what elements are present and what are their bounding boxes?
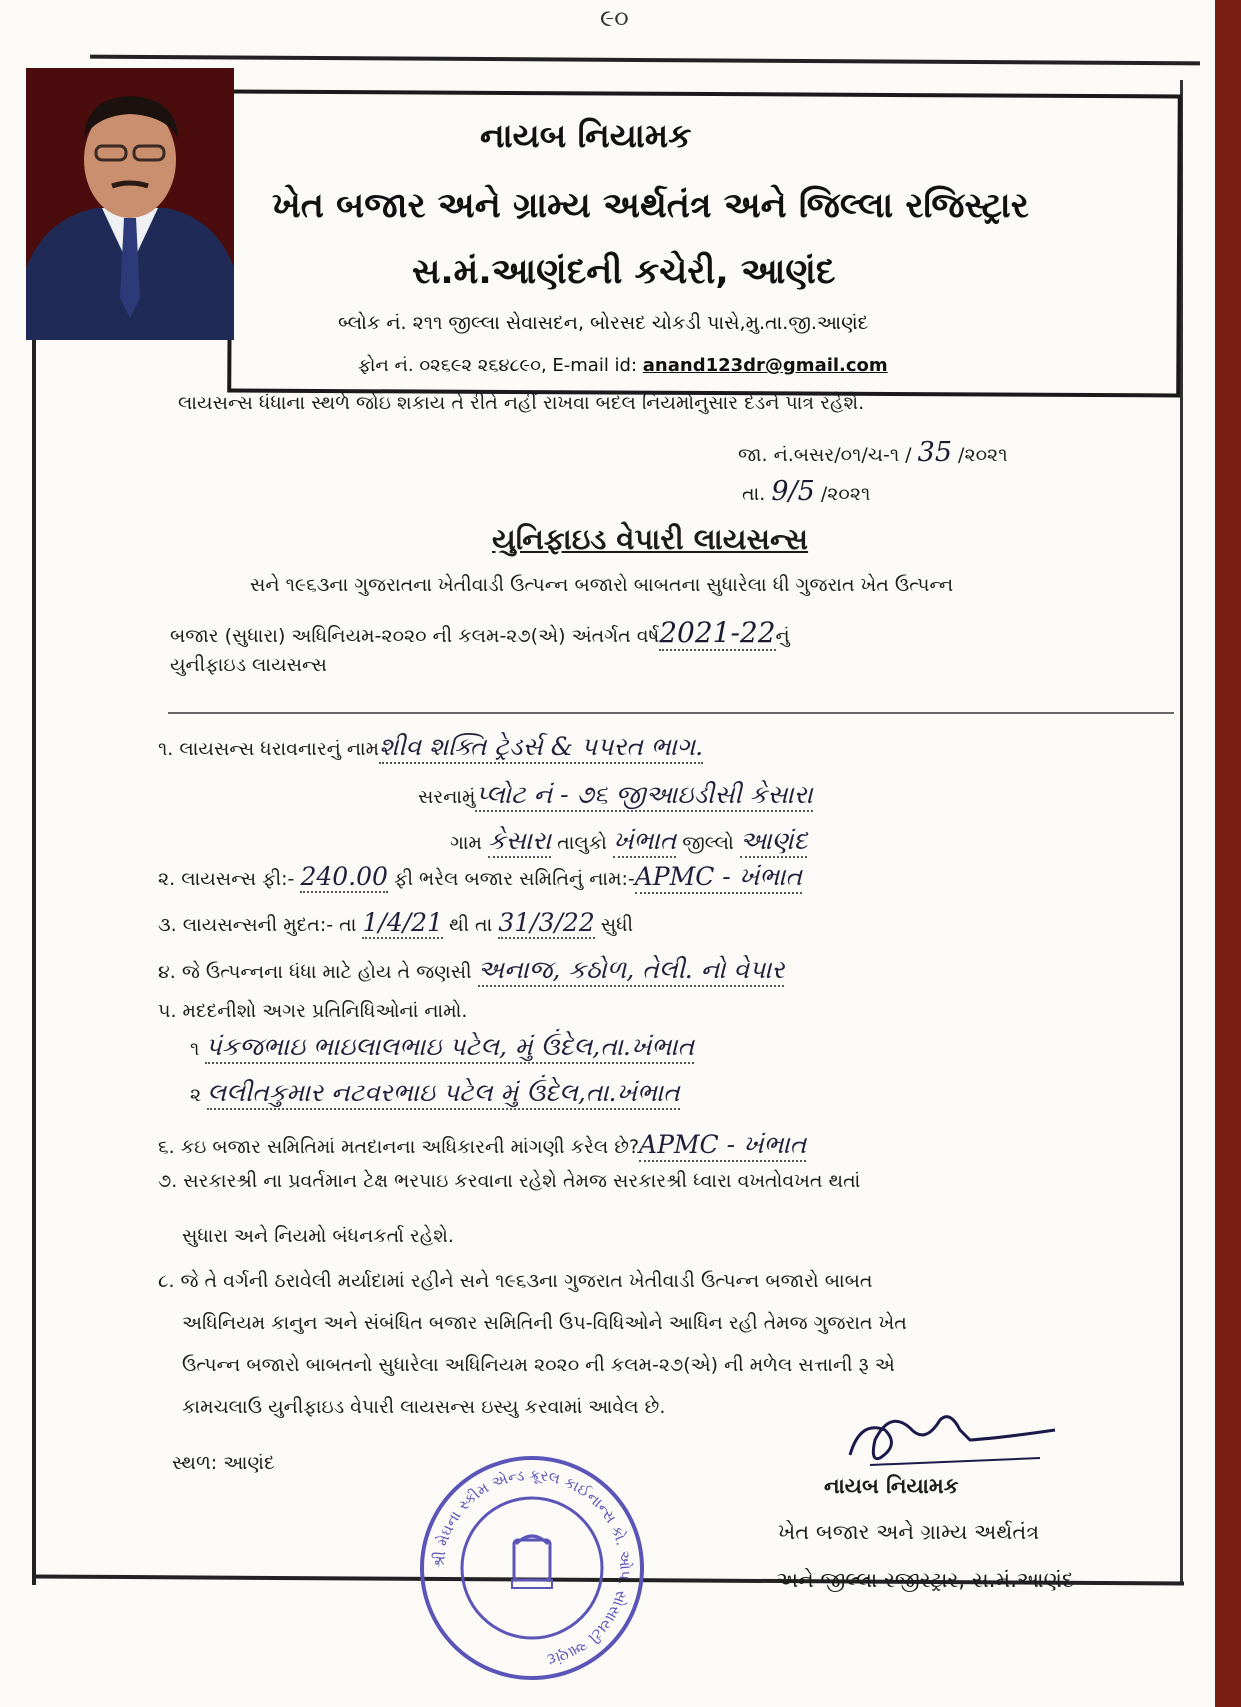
field-commodity (158, 955, 784, 987)
header-address: બ્લોક નં. ૨૧૧ જીલ્લા સેવાસદન, બોરસદ ચોકડી પાસે,મુ.તા.જી.આણંદ (338, 312, 869, 334)
signatory-office: અને જીલ્લા રજીસ્ટ્રાર, સ.મં.આણંદ (776, 1568, 1074, 1592)
field-address (418, 780, 813, 812)
assistant-2-value: લલીતકુમાર નટવરભાઇ પટેલ મું ઉંદેલ,તા.ખંભાત (207, 1078, 679, 1110)
intro-line-3: યુનીફાઇડ લાયસન્સ (170, 654, 327, 676)
header-title: નાયબ નિયામક (480, 116, 692, 155)
field-voting-committee (158, 1130, 806, 1162)
voting-value: APMC - ખંભાત (639, 1130, 806, 1162)
district-value: આણંદ (740, 826, 808, 858)
frame-left (32, 320, 36, 1585)
field-license-fee (158, 862, 802, 894)
portrait-image (26, 68, 234, 340)
intro-line-2-suffix: નું (775, 625, 790, 647)
seal-text: શ્રી મેઘના સ્કીમ એન્ડ ક્રૂરલ કાઈનાન્સ કો. ઓપ. સોસાયટી આણંદ (429, 1465, 635, 1669)
village-label: ગામ (450, 832, 482, 854)
field-licensee-name (158, 732, 703, 764)
assistant-2-number: ૨ (190, 1084, 202, 1106)
period-suffix: સુધી (600, 914, 634, 936)
taluka-label: તાલુકો (557, 832, 607, 854)
officer-signature (830, 1400, 1060, 1480)
commodity-value: અનાજ, કઠોળ, તેલી. નો વેપાર (478, 955, 785, 987)
voting-label: ૬. કઇ બજાર સમિતિમાં મતદાનના અધિકારની માંગણી કરેલ છે? (158, 1136, 640, 1158)
official-seal-stamp (416, 1452, 648, 1684)
divider (168, 712, 1174, 714)
header-contact (358, 355, 888, 376)
licensee-name-label: ૧. લાયસન્સ ધરાવનારનું નામ (158, 738, 380, 760)
field-license-period (158, 908, 633, 939)
place: સ્થળ: આણંદ (172, 1452, 275, 1474)
clause-7-line-1: ૭. સરકારશ્રી ના પ્રવર્તમાન ટેક્ષ ભરપાઇ કરવાના રહેશે તેમજ સરકારશ્રી ધ્વારા વખતોવખત થતાં (158, 1170, 861, 1192)
clause-8-line-3: ઉત્પન્ન બજારો બાબતનો સુધારેલા અધિનિયમ ૨૦૨૦ ની કલમ-૨૭(એ) ની મળેલ સત્તાની રૂ એ (182, 1354, 895, 1376)
assistant-1-number: ૧ (190, 1038, 200, 1060)
reference-prefix: જા. નં.બસર/૦૧/ચ-૧ / (738, 444, 912, 466)
header-box (227, 90, 1182, 398)
reference-number (738, 437, 1008, 468)
fee-value: 240.00 (300, 862, 388, 891)
reference-date (742, 476, 870, 507)
license-year: 2021-22 (659, 616, 776, 649)
display-warning: લાયસન્સ ધંધાના સ્થળે જોઇ શકાય તે રીતે નહીં રાખવા બદલ નિયમોનુસાર દંડને પાત્ર રહેશે. (178, 392, 865, 414)
taluka-value: ખંભાત (613, 826, 676, 858)
header-subtitle: ખેત બજાર અને ગ્રામ્ય અર્થતંત્ર અને જિલ્લા રજિસ્ટ્રાર (272, 186, 1029, 226)
intro-line-2-text: બજાર (સુધારા) અધિનિયમ-૨૦૨૦ ની કલમ-૨૭(એ) અંતર્ગત વર્ષ (170, 625, 660, 647)
reference-handwritten-number: 35 (917, 437, 952, 468)
period-from: 1/4/21 (362, 908, 443, 937)
period-to-label: થી તા (449, 914, 493, 936)
binding-edge (1215, 0, 1241, 1707)
address-value: પ્લોટ નં - ૭૬ જીઆઇડીસી કેસારા (475, 780, 812, 812)
date-label: તા. (742, 483, 766, 505)
period-to: 31/3/22 (498, 908, 595, 937)
clause-8-line-1: ૮. જે તે વર્ગની ઠરાવેલી મર્યાદામાં રહીને સને ૧૯૬૩ના ગુજરાત ખેતીવાડી ઉત્પન્ન બજારો બાબત (158, 1270, 873, 1292)
intro-line-1: સને ૧૯૬૩ના ગુજરાતના ખેતીવાડી ઉત્પન્ન બજારો બાબતના સુધારેલા ધી ગુજરાત ખેત ઉત્પન્ન (250, 574, 954, 596)
date-year: /૨૦૨૧ (820, 483, 871, 505)
fee-label: ૨. લાયસન્સ ફી:- (158, 868, 295, 890)
clause-7-line-2: સુધારા અને નિયમો બંધનકર્તા રહેશે. (182, 1225, 454, 1247)
village-value: કેસારા (488, 826, 551, 858)
assistant-1-value: પંકજભાઇ ભાઇલાલભાઇ પટેલ, મું ઉંદેલ,તા.ખંભાત (205, 1032, 694, 1064)
clause-8-line-4: કામચલાઉ યુનીફાઇડ વેપારી લાયસન્સ ઇસ્યુ કરવામાં આવેલ છે. (182, 1396, 666, 1418)
licensee-name-value: શીવ શક્તિ ટ્રેડર્સ & પપરત ભાગ. (379, 732, 703, 764)
date-handwritten: 9/5 (771, 476, 815, 507)
commodity-label: ૪. જે ઉત્પન્નના ધંધા માટે હોય તે જણસી (158, 961, 472, 983)
applicant-photo (26, 68, 234, 340)
phone-text: ફોન નં. ૦૨૬૯૨ ૨૬૪૮૯૦, E-mail id: (358, 355, 643, 376)
committee-value: APMC - ખંભાત (635, 862, 802, 894)
page-number: ૯૦ (600, 4, 629, 32)
assistant-1 (190, 1032, 694, 1064)
period-label: ૩. લાયસન્સની મુદત:- તા (158, 914, 357, 936)
address-label: સરનામું (418, 786, 476, 808)
signatory-dept: ખેત બજાર અને ગ્રામ્ય અર્થતંત્ર (778, 1520, 1040, 1544)
signatory-designation: નાયબ નિયામક (824, 1474, 959, 1498)
reference-year: /૨૦૨૧ (958, 444, 1008, 466)
field-assistants: ૫. મદદનીશો અગર પ્રતિનિધિઓનાં નામો. (158, 1000, 468, 1022)
intro-line-2 (170, 616, 790, 651)
email-link[interactable]: anand123dr@gmail.com (642, 355, 888, 376)
clause-8-line-2: અધિનિયમ કાનુન અને સંબંધિત બજાર સમિતિની ઉપ-વિધિઓને આધિન રહી તેમજ ગુજરાત ખેત (182, 1312, 907, 1334)
license-title: યુનિફાઇડ વેપારી લાયસન્સ (492, 522, 809, 556)
committee-label: ફી ભરેલ બજાર સમિતિનું નામ:- (394, 868, 635, 890)
district-label: જીલ્લો (682, 832, 734, 854)
field-village (450, 826, 807, 858)
header-office: સ.મં.આણંદની કચેરી, આણંદ (412, 252, 836, 292)
assistant-2 (190, 1078, 680, 1110)
